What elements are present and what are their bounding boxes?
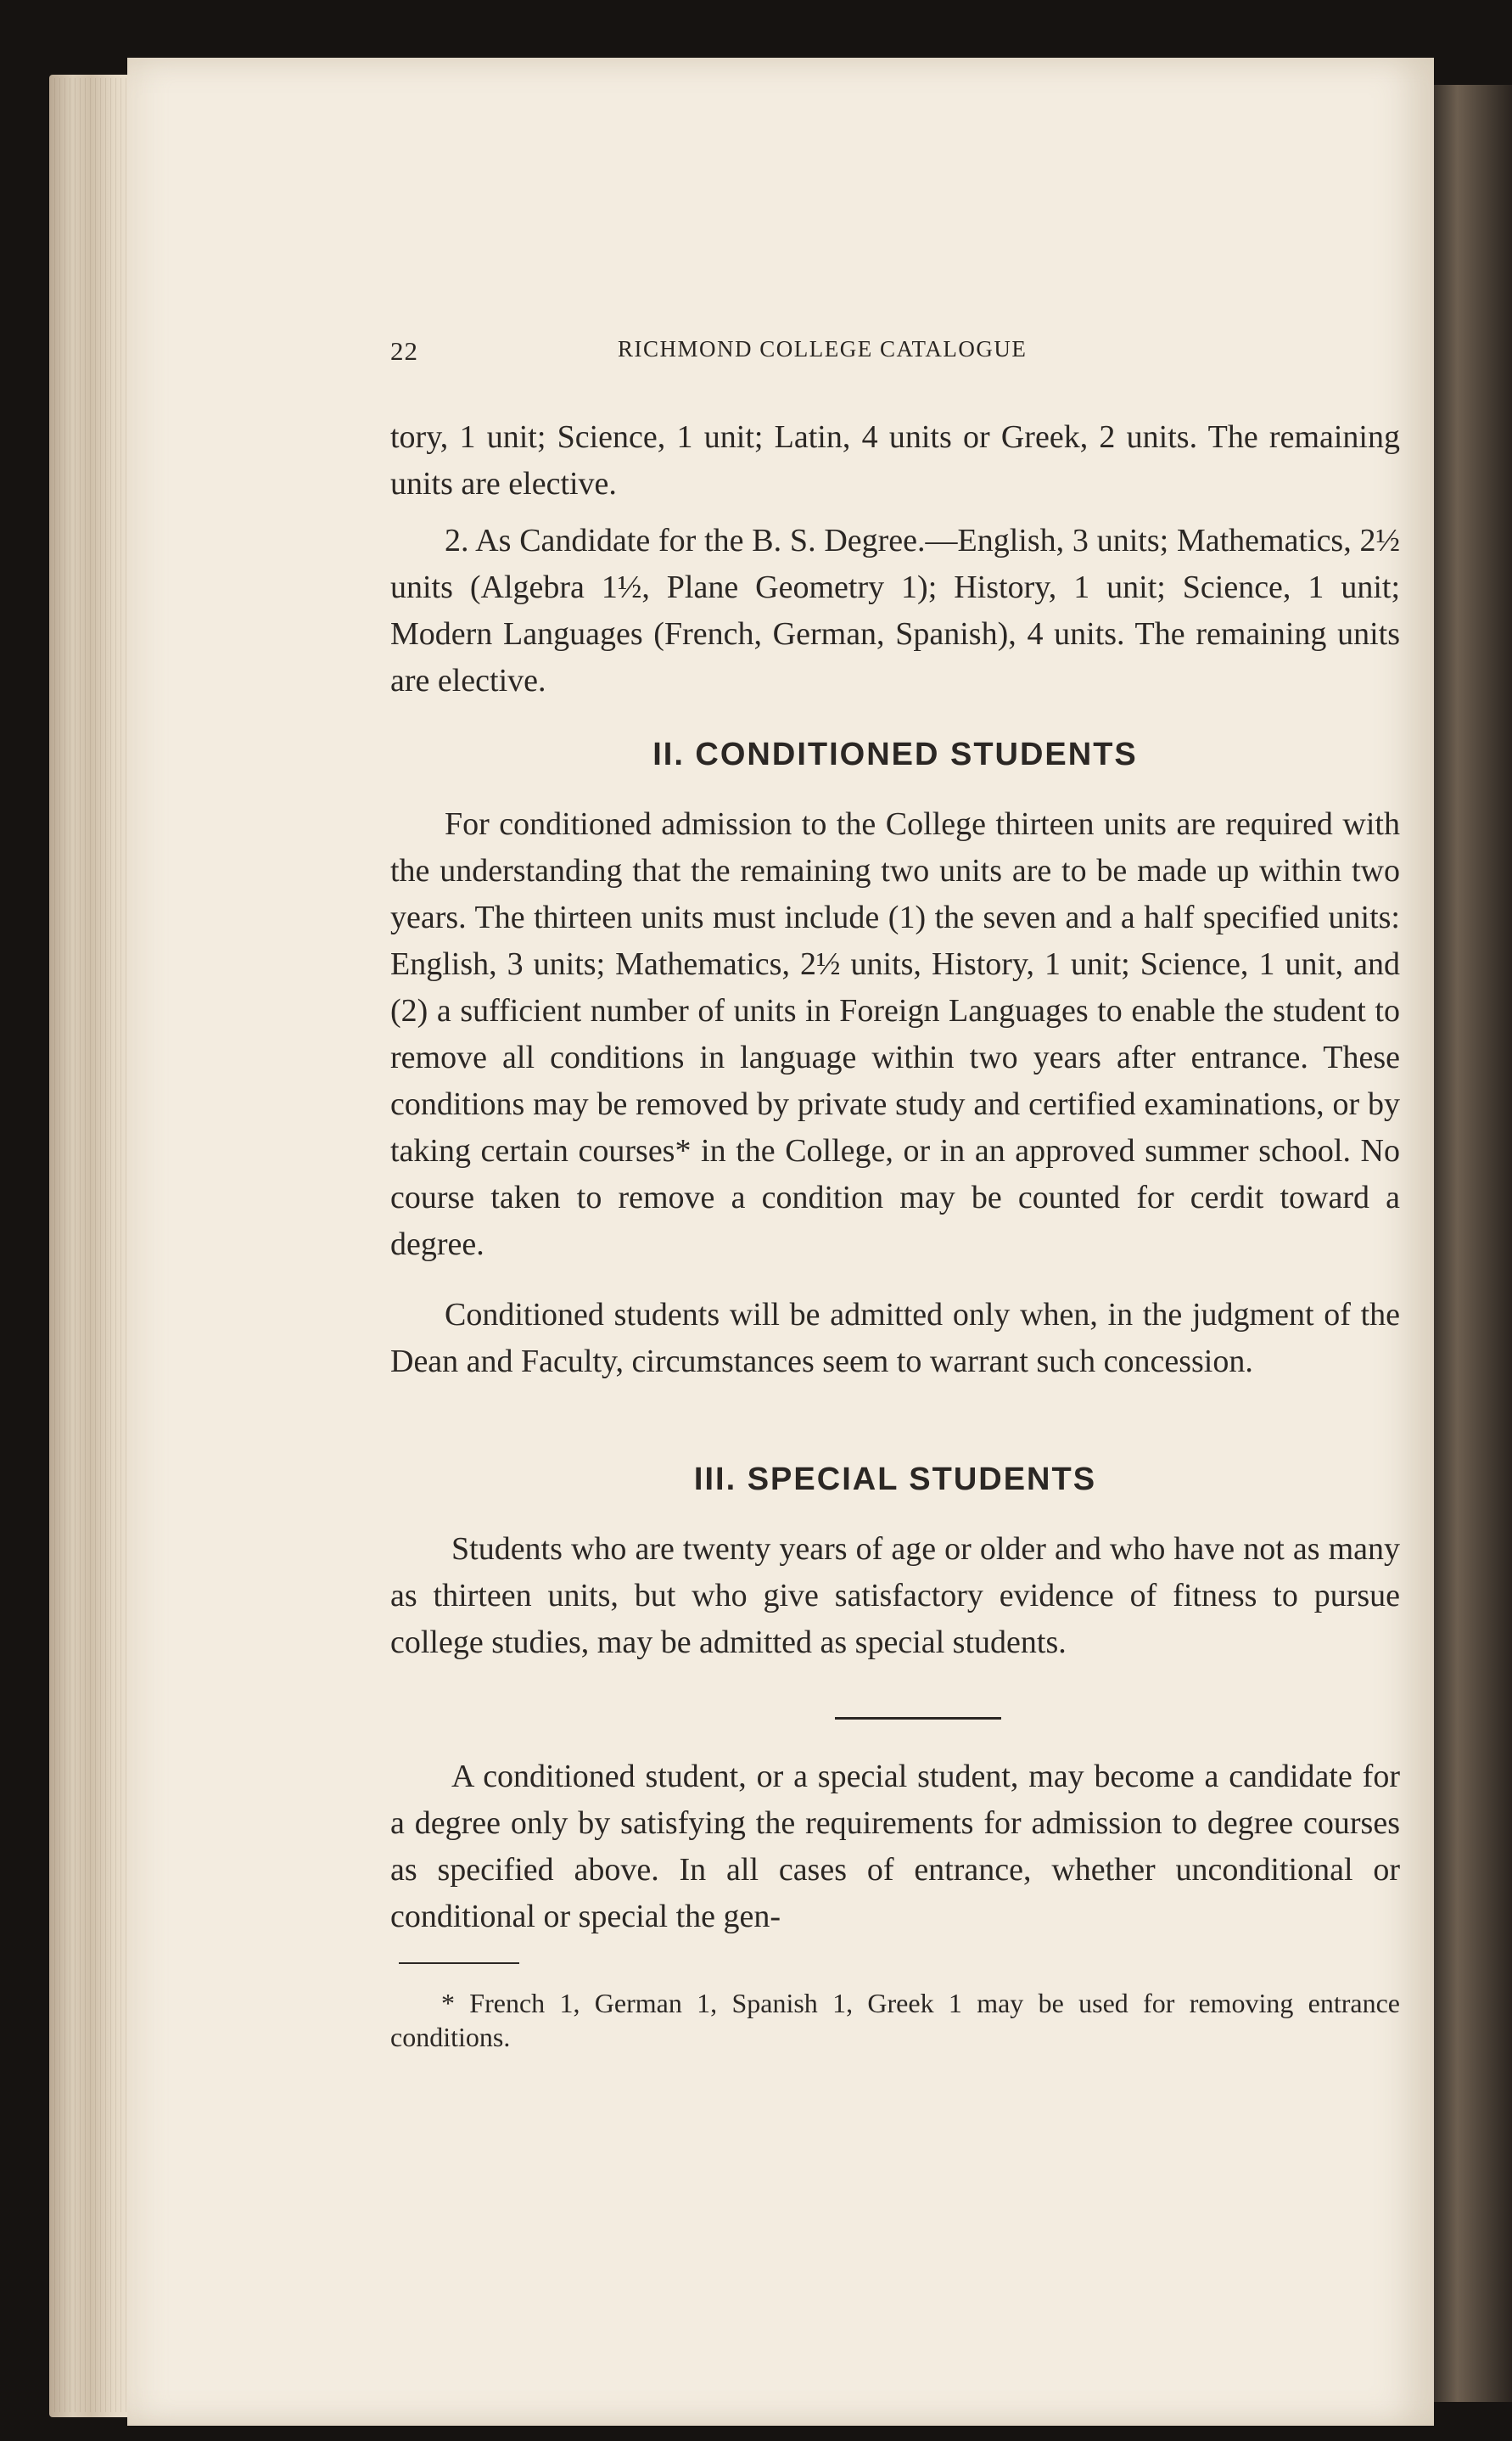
paragraph-conditioned-admission: For conditioned admission to the College thirteen units are required with the understanding that the remaining two units are to be made up within two years. The thirteen units must include (1) the seven and a half specified units: English, 3 units; Mathematics, 2½ units, History, 1 unit; Science, 1 unit, and (2) a sufficient number of units in Foreign Languages to enable the student to remove all conditions in language within two years after entrance. These conditions may be removed by private study and certified examinations, or by taking certain courses* in the College, or in an approved summer school. No course taken to remove a condition may be counted for cerdit toward a degree. — [390, 806, 1400, 1262]
heading-conditioned-students: II. CONDITIONED STUDENTS — [652, 737, 1138, 772]
running-title: RICHMOND COLLEGE CATALOGUE — [618, 336, 1028, 362]
book-binding-shadow — [1434, 85, 1512, 2402]
paragraph-conditioned-judgment: Conditioned students will be admitted only when, in the judgment of the Dean and Faculty, circumstances seem to warrant such concession. — [390, 1297, 1400, 1379]
page-stack-lines — [54, 78, 136, 2412]
paragraph-degree-candidacy: A conditioned student, or a special student, may become a candidate for a degree only by satisfying the requirements for admission to degree courses as specified above. In all cases of entrance, whether unconditional or conditional or special the gen- — [390, 1759, 1400, 1934]
page-header — [390, 336, 1145, 370]
paragraph-special-students: Students who are twenty years of age or older and who have not as many as thirteen units, but who give satisfactory evidence of fitness to pursue college studies, may be admitted as special students. — [390, 1531, 1400, 1660]
heading-special-students: III. SPECIAL STUDENTS — [693, 1462, 1097, 1497]
footnote-rule — [399, 1962, 519, 1964]
paragraph-bs-degree: 2. As Candidate for the B. S. Degree.—English, 3 units; Mathematics, 2½ units (Algebra 1½, Plane Geometry 1); History, 1 unit; Science, 1 unit; Modern Languages (French, German, Spanish), 4 units. The remaining units are elective. — [390, 523, 1400, 699]
section-divider — [835, 1717, 1001, 1720]
page-number: 22 — [390, 336, 418, 366]
paragraph-intro: tory, 1 unit; Science, 1 unit; Latin, 4 units or Greek, 2 units. The remaining units are elective. — [390, 419, 1400, 502]
footnote: * French 1, German 1, Spanish 1, Greek 1 may be used for removing entrance conditions. — [390, 1988, 1400, 2052]
